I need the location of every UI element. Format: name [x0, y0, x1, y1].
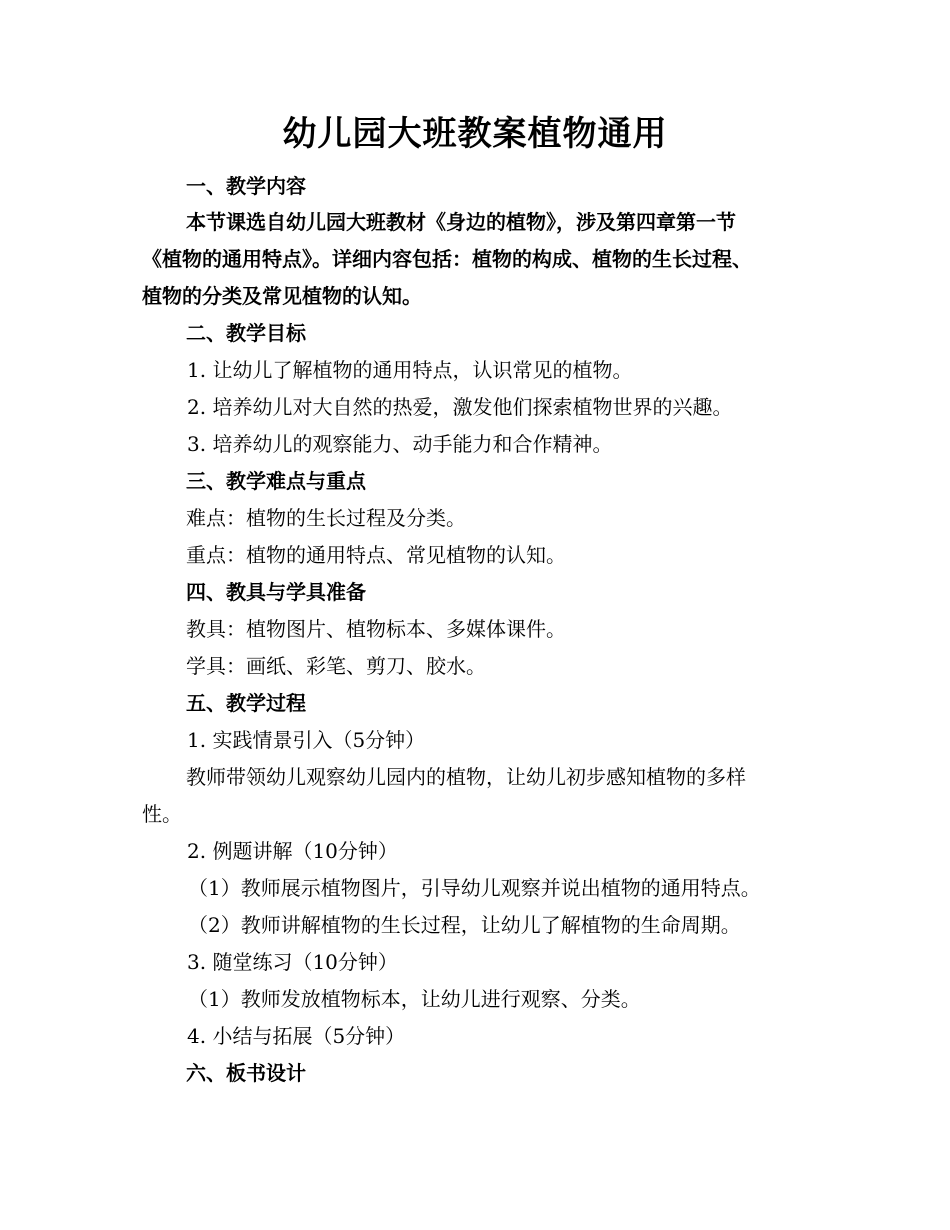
list-item: 2. 培养幼儿对大自然的热爱，激发他们探索植物世界的兴趣。 — [187, 395, 733, 419]
sub-list-item: （1）教师发放植物标本，让幼儿进行观察、分类。 — [188, 987, 641, 1011]
paragraph-line: 重点：植物的通用特点、常见植物的认知。 — [186, 543, 566, 567]
paragraph-line: 教师带领幼儿观察幼儿园内的植物，让幼儿初步感知植物的多样 — [186, 765, 746, 789]
sub-list-item: （1）教师展示植物图片，引导幼儿观察并说出植物的通用特点。 — [188, 876, 761, 900]
document-title: 幼儿园大班教案植物通用 — [282, 114, 668, 154]
paragraph-line: 教具：植物图片、植物标本、多媒体课件。 — [186, 617, 566, 641]
paragraph-line: 性。 — [142, 802, 182, 826]
section-heading-content: 一、教学内容 — [186, 174, 306, 198]
section-heading-difficulty: 三、教学难点与重点 — [186, 469, 366, 493]
paragraph-line: 学具：画纸、彩笔、剪刀、胶水。 — [186, 654, 486, 678]
section-heading-process: 五、教学过程 — [186, 691, 306, 715]
list-item: 3. 培养幼儿的观察能力、动手能力和合作精神。 — [187, 432, 613, 456]
list-item: 3. 随堂练习（10分钟） — [187, 950, 398, 974]
list-item: 1. 实践情景引入（5分钟） — [187, 728, 426, 752]
section-heading-board: 六、板书设计 — [186, 1061, 306, 1085]
list-item: 2. 例题讲解（10分钟） — [187, 839, 398, 863]
paragraph-line: 本节课选自幼儿园大班教材《身边的植物》，涉及第四章第一节 — [186, 210, 736, 234]
paragraph-line: 植物的分类及常见植物的认知。 — [142, 284, 422, 308]
paragraph-line: 难点：植物的生长过程及分类。 — [186, 506, 466, 530]
list-item: 4. 小结与拓展（5分钟） — [187, 1024, 406, 1048]
sub-list-item: （2）教师讲解植物的生长过程，让幼儿了解植物的生命周期。 — [188, 913, 741, 937]
section-heading-goals: 二、教学目标 — [186, 321, 306, 345]
section-heading-materials: 四、教具与学具准备 — [186, 580, 366, 604]
paragraph-line: 《植物的通用特点》。详细内容包括：植物的构成、植物的生长过程、 — [142, 247, 752, 271]
list-item: 1. 让幼儿了解植物的通用特点，认识常见的植物。 — [187, 358, 633, 382]
